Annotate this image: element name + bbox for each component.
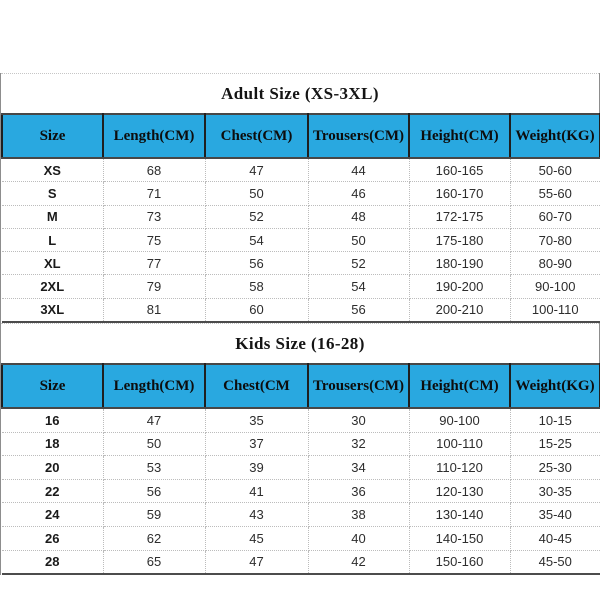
value-cell: 160-165: [409, 158, 510, 182]
column-header: Height(CM): [409, 364, 510, 408]
value-cell: 90-100: [510, 275, 600, 298]
value-cell: 36: [308, 479, 409, 503]
column-header: Weight(KG): [510, 364, 600, 408]
value-cell: 56: [205, 252, 308, 275]
value-cell: 58: [205, 275, 308, 298]
column-header: Chest(CM: [205, 364, 308, 408]
table-row: [2, 228, 600, 251]
column-header: Length(CM): [103, 114, 205, 158]
value-cell: 50: [205, 182, 308, 205]
value-cell: 38: [308, 503, 409, 527]
table-row: [2, 275, 600, 298]
value-cell: 37: [205, 432, 308, 456]
value-cell: 44: [308, 158, 409, 182]
table-row: [2, 479, 600, 503]
value-cell: 59: [103, 503, 205, 527]
value-cell: 73: [103, 205, 205, 228]
value-cell: 45-50: [510, 550, 600, 574]
column-header: Size: [2, 114, 103, 158]
value-cell: 40-45: [510, 527, 600, 551]
value-cell: 90-100: [409, 408, 510, 432]
column-header: Length(CM): [103, 364, 205, 408]
size-cell: 22: [2, 479, 103, 503]
size-cell: XL: [2, 252, 103, 275]
value-cell: 79: [103, 275, 205, 298]
value-cell: 30: [308, 408, 409, 432]
column-header: Size: [2, 364, 103, 408]
value-cell: 10-15: [510, 408, 600, 432]
adult-size-title: Adult Size (XS-3XL): [1, 73, 599, 113]
value-cell: 180-190: [409, 252, 510, 275]
column-header: Trousers(CM): [308, 364, 409, 408]
table-row: [2, 252, 600, 275]
value-cell: 120-130: [409, 479, 510, 503]
adult-size-table: [1, 113, 600, 323]
adult-header-row: [2, 114, 600, 158]
value-cell: 150-160: [409, 550, 510, 574]
table-row: [2, 503, 600, 527]
kids-header-row: [2, 364, 600, 408]
value-cell: 42: [308, 550, 409, 574]
size-cell: 28: [2, 550, 103, 574]
value-cell: 100-110: [409, 432, 510, 456]
value-cell: 60-70: [510, 205, 600, 228]
kids-size-section: [1, 323, 599, 575]
kids-size-title: Kids Size (16-28): [1, 323, 599, 363]
size-cell: 2XL: [2, 275, 103, 298]
value-cell: 55-60: [510, 182, 600, 205]
value-cell: 41: [205, 479, 308, 503]
value-cell: 34: [308, 456, 409, 480]
value-cell: 56: [308, 298, 409, 322]
value-cell: 53: [103, 456, 205, 480]
value-cell: 35-40: [510, 503, 600, 527]
value-cell: 70-80: [510, 228, 600, 251]
value-cell: 52: [205, 205, 308, 228]
size-cell: 20: [2, 456, 103, 480]
value-cell: 62: [103, 527, 205, 551]
kids-size-table: [1, 363, 600, 575]
column-header: Chest(CM): [205, 114, 308, 158]
value-cell: 43: [205, 503, 308, 527]
table-row: [2, 205, 600, 228]
size-cell: 24: [2, 503, 103, 527]
value-cell: 50: [103, 432, 205, 456]
value-cell: 54: [205, 228, 308, 251]
value-cell: 46: [308, 182, 409, 205]
value-cell: 50: [308, 228, 409, 251]
value-cell: 50-60: [510, 158, 600, 182]
value-cell: 47: [205, 158, 308, 182]
value-cell: 190-200: [409, 275, 510, 298]
value-cell: 81: [103, 298, 205, 322]
size-cell: 18: [2, 432, 103, 456]
value-cell: 40: [308, 527, 409, 551]
table-row: [2, 456, 600, 480]
table-row: [2, 408, 600, 432]
table-row: [2, 298, 600, 322]
value-cell: 110-120: [409, 456, 510, 480]
value-cell: 77: [103, 252, 205, 275]
value-cell: 45: [205, 527, 308, 551]
size-cell: S: [2, 182, 103, 205]
value-cell: 100-110: [510, 298, 600, 322]
table-row: [2, 182, 600, 205]
table-row: [2, 527, 600, 551]
value-cell: 30-35: [510, 479, 600, 503]
value-cell: 80-90: [510, 252, 600, 275]
value-cell: 32: [308, 432, 409, 456]
value-cell: 200-210: [409, 298, 510, 322]
size-cell: 16: [2, 408, 103, 432]
value-cell: 25-30: [510, 456, 600, 480]
value-cell: 48: [308, 205, 409, 228]
value-cell: 35: [205, 408, 308, 432]
value-cell: 60: [205, 298, 308, 322]
table-row: [2, 432, 600, 456]
column-header: Trousers(CM): [308, 114, 409, 158]
size-cell: L: [2, 228, 103, 251]
value-cell: 56: [103, 479, 205, 503]
size-cell: 26: [2, 527, 103, 551]
size-cell: M: [2, 205, 103, 228]
column-header: Height(CM): [409, 114, 510, 158]
value-cell: 65: [103, 550, 205, 574]
value-cell: 52: [308, 252, 409, 275]
table-row: [2, 158, 600, 182]
table-row: [2, 550, 600, 574]
value-cell: 54: [308, 275, 409, 298]
value-cell: 140-150: [409, 527, 510, 551]
value-cell: 75: [103, 228, 205, 251]
value-cell: 15-25: [510, 432, 600, 456]
value-cell: 175-180: [409, 228, 510, 251]
column-header: Weight(KG): [510, 114, 600, 158]
top-whitespace: [0, 0, 600, 73]
value-cell: 68: [103, 158, 205, 182]
value-cell: 160-170: [409, 182, 510, 205]
size-tables-block: [0, 73, 600, 575]
size-cell: 3XL: [2, 298, 103, 322]
adult-size-section: [1, 73, 599, 323]
value-cell: 71: [103, 182, 205, 205]
value-cell: 39: [205, 456, 308, 480]
value-cell: 130-140: [409, 503, 510, 527]
value-cell: 47: [103, 408, 205, 432]
size-cell: XS: [2, 158, 103, 182]
value-cell: 47: [205, 550, 308, 574]
value-cell: 172-175: [409, 205, 510, 228]
